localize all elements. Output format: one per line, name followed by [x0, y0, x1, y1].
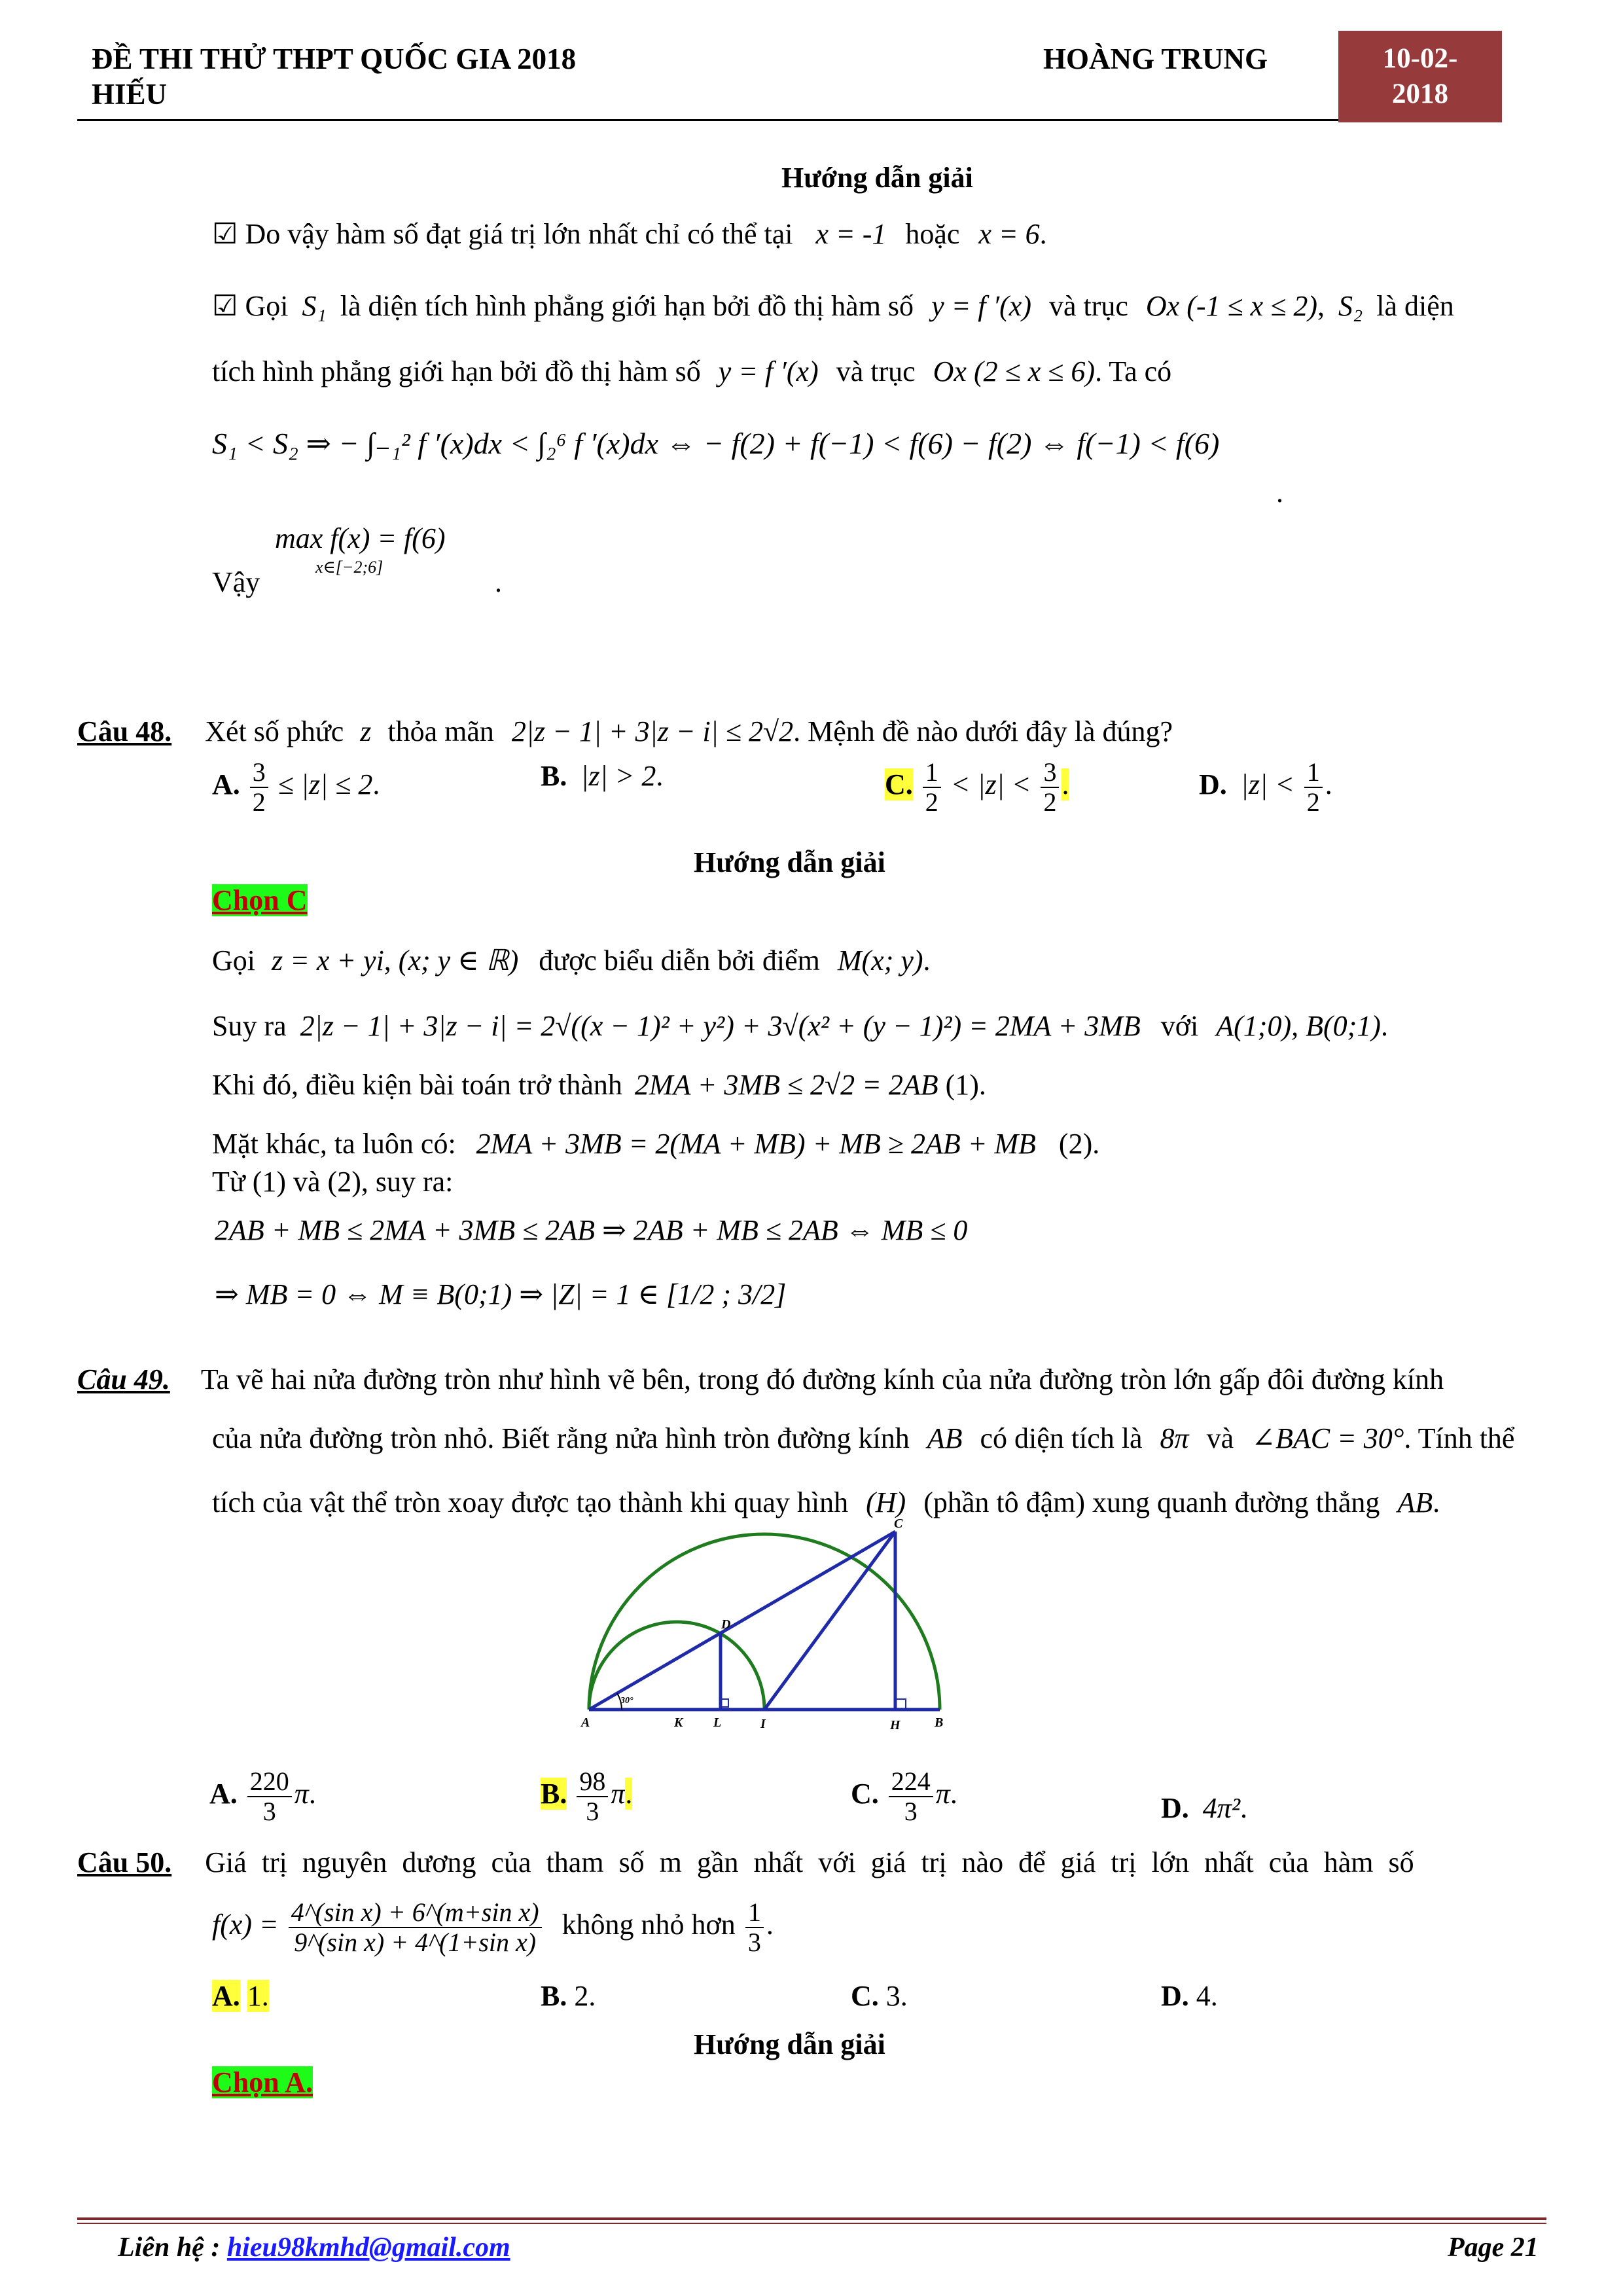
q48-sol-line6: 2AB + MB ≤ 2MA + 3MB ≤ 2AB ⇒ 2AB + MB ≤ 2AB ⇔ MB ≤ 0 — [215, 1214, 968, 1246]
q49-l2-and: và — [1206, 1422, 1234, 1454]
q48-z: z — [360, 715, 372, 747]
q47-vay: Vậy — [212, 566, 260, 598]
q47-inequality: S₁ < S₂ ⇒ − ∫₋₁² f ′(x)dx < ∫₂⁶ f ′(x)dx ⇔ − f(2) + f(−1) < f(6) − f(2) ⇔ f(−1) < f(6) — [212, 427, 1220, 460]
q48-s1-m: z = x + yi — [272, 944, 384, 977]
q49-option-c[interactable]: C. $\frac{224}{3}$ π. — [851, 1767, 957, 1826]
q48-c-n1: 1 — [923, 758, 941, 788]
q47-l2-s2: S₂ — [1338, 290, 1363, 322]
q47-l1-or: hoặc — [905, 218, 960, 250]
header-date-1: 10-02- — [1382, 43, 1458, 74]
q49-l2-area: 8π — [1160, 1422, 1189, 1454]
q48-label: Câu 48. — [77, 715, 172, 747]
header-rule — [77, 119, 1338, 121]
label-b: B — [935, 1715, 944, 1730]
q47-max-sub: x∈[−2;6] — [315, 558, 383, 577]
q48-option-d[interactable]: D. |z| < $\frac{1}{2}$ . — [1199, 757, 1332, 817]
label-h: H — [890, 1718, 901, 1732]
q50-f-den: 9^(sin x) + 4^(1+sin x) — [294, 1928, 537, 1957]
footer-rule — [77, 2217, 1546, 2220]
q47-ineq-dot: . — [1276, 476, 1283, 509]
q49-option-a[interactable]: A. $\frac{220}{3}$ π. — [209, 1767, 316, 1826]
q49-c-label: C. — [851, 1778, 879, 1810]
q47-solution-heading: Hướng dẫn giải — [781, 162, 973, 194]
q48-c-d1: 2 — [925, 787, 938, 817]
label-i: I — [760, 1717, 766, 1731]
q48-sol-line2: Suy ra 2|z − 1| + 3|z − i| = 2√((x − 1)² + y²) + 3√(x² + (y − 1)²) = 2MA + 3MB với A(1;0), B(0;1). — [212, 1010, 1388, 1042]
footer-email-link[interactable]: hieu98kmhd@gmail.com — [226, 2233, 510, 2263]
q49-d-label: D. — [1161, 1792, 1189, 1824]
q48-s2-pts: A(1;0), B(0;1) — [1216, 1010, 1381, 1042]
q47-max-expr: max f(x) = f(6) — [275, 522, 446, 554]
label-angle: 30° — [620, 1696, 633, 1706]
q49-option-b[interactable]: B. $\frac{98}{3}$ π. — [541, 1767, 633, 1826]
q48-chosen: Chọn C — [212, 884, 308, 916]
q48-s1-pt: M(x; y) — [837, 944, 923, 977]
q50-label: Câu 50. — [77, 1846, 172, 1878]
small-semicircle — [589, 1622, 764, 1710]
q48-s2-expr: 2|z − 1| + 3|z − i| = 2√((x − 1)² + y²) + 3√(x² + (y − 1)²) = 2MA + 3MB — [300, 1010, 1141, 1042]
label-c: C — [894, 1518, 903, 1531]
q47-l2-d: là diện — [1376, 290, 1454, 322]
q49-line1 — [77, 1361, 1444, 1398]
q48-sol-line1: Gọi z = x + yi, (x; y ∈ ℝ) được biểu diễn bởi điểm M(x; y). — [212, 944, 931, 977]
q49-l1: Ta vẽ hai nửa đường tròn như hình vẽ bên, trong đó đường kính của nửa đường tròn lớn gấp đôi đường kính — [200, 1363, 1444, 1395]
q47-line1 — [212, 216, 1047, 253]
q50-f-num: 4^(sin x) + 6^(m+sin x) — [289, 1898, 542, 1928]
q48-s4-a: Mặt khác, ta luôn có: — [212, 1128, 456, 1160]
q48-s1-set: (x; y ∈ ℝ) — [398, 944, 519, 977]
q49-l2-ab: AB — [927, 1422, 963, 1454]
q48-c-mid: < |z| < — [950, 768, 1031, 801]
q48-b-label: B. — [541, 760, 567, 792]
q49-option-d[interactable]: D. 4π². — [1161, 1792, 1248, 1824]
q47-l2-s1: S₁ — [302, 290, 327, 322]
q49-a-label: A. — [209, 1778, 238, 1810]
header-author: HOÀNG TRUNG — [1043, 43, 1268, 75]
label-a: A — [581, 1715, 590, 1730]
q49-l2-a: của nửa đường tròn nhỏ. Biết rằng nửa hình tròn đường kính — [212, 1422, 910, 1454]
q49-l2-angle: ∠BAC = 30° — [1251, 1422, 1404, 1454]
header-date-2: 2018 — [1392, 79, 1448, 109]
q48-option-a[interactable]: A. $\frac{3}{2}$ ≤ |z| ≤ 2. — [212, 757, 380, 817]
q48-sol-line3 — [212, 1067, 986, 1103]
q48-s1-a: Gọi — [212, 944, 255, 977]
q48-a-expr: ≤ |z| ≤ 2 — [277, 768, 373, 801]
q49-l2-c: . Tính thể — [1404, 1422, 1515, 1454]
q49-label: Câu 49. — [77, 1363, 170, 1395]
q48-option-c[interactable]: C. $\frac{1}{2}$ < |z| < $\frac{3}{2}$ . — [885, 757, 1069, 817]
q50-chosen: Chọn A. — [212, 2066, 313, 2098]
label-l: L — [713, 1715, 722, 1730]
q48-c-label: C. — [885, 768, 913, 801]
q49-line3: tích của vật thể tròn xoay được tạo thành khi quay hình (H) (phần tô đậm) xung quanh đường thẳng AB. — [212, 1486, 1440, 1518]
q48-sol-line5: Từ (1) và (2), suy ra: — [212, 1166, 454, 1198]
q48-solution-heading: Hướng dẫn giải — [694, 846, 885, 878]
q48-a-den: 2 — [252, 787, 266, 817]
q50-function: f(x) = $\frac{\text{4\textasciicircum{}(sin x) + 6\textasciicircum{}(m+sin x)}}{\text{9\textasciicircum{}(sin x) + 4\textasciicircum{}(1+sin x)}}$ không nhỏ hơn $\frac{1}{3}$ . — [212, 1897, 774, 1957]
q48-c-n2: 3 — [1041, 758, 1059, 788]
q48-text-a: Xét số phức — [205, 715, 344, 747]
q48-a-num: 3 — [250, 758, 268, 788]
segment-ic — [764, 1532, 895, 1710]
q47-l2-b: là diện tích hình phẳng giới hạn bởi đồ thị hàm số — [340, 290, 914, 322]
header-title: ĐỀ THI THỬ THPT QUỐC GIA 2018 — [92, 43, 577, 75]
q47-l1-text: ☑ Do vậy hàm số đạt giá trị lớn nhất chỉ có thể tại — [212, 218, 793, 250]
q49-l3-b: (phần tô đậm) xung quanh đường thẳng — [923, 1486, 1380, 1518]
q50-l2: không nhỏ hơn — [562, 1909, 736, 1941]
q50-solution-heading: Hướng dẫn giải — [694, 2028, 885, 2060]
q48-s2-a: Suy ra — [212, 1010, 287, 1042]
q50-f-lhs: f(x) = — [212, 1909, 279, 1941]
footer-page-number: Page 21 — [1448, 2233, 1539, 2263]
q49-l2-b: có diện tích là — [980, 1422, 1143, 1454]
q47-l3-a: tích hình phẳng giới hạn bởi đồ thị hàm số — [212, 355, 701, 387]
q48-text-c: . Mệnh đề nào dưới đây là đúng? — [793, 715, 1173, 747]
q48-b-expr: |z| > 2 — [580, 760, 656, 792]
q48-s3-expr: 2MA + 3MB ≤ 2√2 = 2AB — [634, 1069, 938, 1101]
q50-line1 — [77, 1844, 1414, 1881]
header-title-cont: HIẾU — [92, 78, 168, 111]
q47-l1-m2: x = 6 — [978, 218, 1040, 250]
q47-l1-m1: x = -1 — [815, 218, 887, 250]
label-d: D — [721, 1617, 731, 1632]
q47-line2 — [212, 288, 1454, 325]
q49-l3-ab: AB — [1397, 1486, 1433, 1518]
q47-l2-comma: , — [1317, 290, 1325, 322]
q50-option-c[interactable]: C. 3. — [851, 1980, 908, 2012]
footer-contact-label: Liên hệ : — [118, 2233, 221, 2263]
q49-figure — [576, 1518, 955, 1741]
q47-line3 — [212, 353, 1171, 390]
q47-l2-c: và trục — [1048, 290, 1128, 322]
footer-contact — [118, 2232, 510, 2263]
q49-b-label: B. — [541, 1778, 567, 1810]
q48-s4-ref: (2). — [1058, 1128, 1100, 1160]
q48-s1-b: được biểu diễn bởi điểm — [539, 944, 820, 977]
q48-sol-line7: ⇒ MB = 0 ⇔ M ≡ B(0;1) ⇒ |Z| = 1 ∈ [1/2 ; 3/2] — [215, 1278, 787, 1310]
q48-s2-b: với — [1160, 1010, 1199, 1042]
header-date-box — [1338, 31, 1502, 122]
q48-sol-line4 — [212, 1126, 1099, 1162]
q48-d-expr: |z| < — [1240, 768, 1294, 801]
q49-l3-h: (H) — [866, 1486, 906, 1518]
q50-option-a[interactable]: A. 1. — [212, 1980, 269, 2012]
q47-l3-axis: Ox (2 ≤ x ≤ 6) — [933, 355, 1096, 387]
q48-question — [77, 713, 1173, 750]
segment-ac — [589, 1532, 895, 1710]
large-semicircle — [589, 1534, 940, 1710]
q50-l1: Giá trị nguyên dương của tham số m gần nhất với giá trị nào để giá trị lớn nhất của hàm số — [205, 1846, 1414, 1878]
q48-text-b: thỏa mãn — [387, 715, 494, 747]
q48-a-label: A. — [212, 768, 240, 801]
q47-l2-axis: Ox (-1 ≤ x ≤ 2) — [1145, 290, 1317, 322]
q47-vay-dot: . — [495, 566, 502, 598]
q47-l3-c: . Ta có — [1095, 355, 1172, 387]
q48-d-num: 1 — [1304, 758, 1323, 788]
q48-d-label: D. — [1199, 768, 1227, 801]
q48-s3-ref: (1). — [945, 1069, 986, 1101]
q47-l1-end: . — [1039, 218, 1047, 250]
q49-line2 — [212, 1420, 1514, 1457]
q48-s4-expr: 2MA + 3MB = 2(MA + MB) + MB ≥ 2AB + MB — [476, 1128, 1036, 1160]
q48-s3-a: Khi đó, điều kiện bài toán trở thành — [212, 1069, 622, 1101]
q48-condition: 2|z − 1| + 3|z − i| ≤ 2√2 — [511, 715, 794, 747]
label-k: K — [674, 1715, 683, 1730]
footer-rule-thin — [77, 2223, 1546, 2224]
q48-c-d2: 2 — [1043, 787, 1057, 817]
q49-l3-a: tích của vật thể tròn xoay được tạo thành khi quay hình — [212, 1486, 849, 1518]
q48-option-b[interactable]: B. |z| > 2. — [541, 760, 664, 792]
q47-l2-func: y = f ′(x) — [931, 290, 1031, 322]
q47-l3-func: y = f ′(x) — [718, 355, 819, 387]
q47-l2-a: ☑ Gọi — [212, 290, 289, 322]
q48-d-den: 2 — [1306, 787, 1320, 817]
q50-option-b[interactable]: B. 2. — [541, 1980, 596, 2012]
q50-option-d[interactable]: D. 4. — [1161, 1980, 1218, 2012]
q47-l3-b: và trục — [836, 355, 916, 387]
